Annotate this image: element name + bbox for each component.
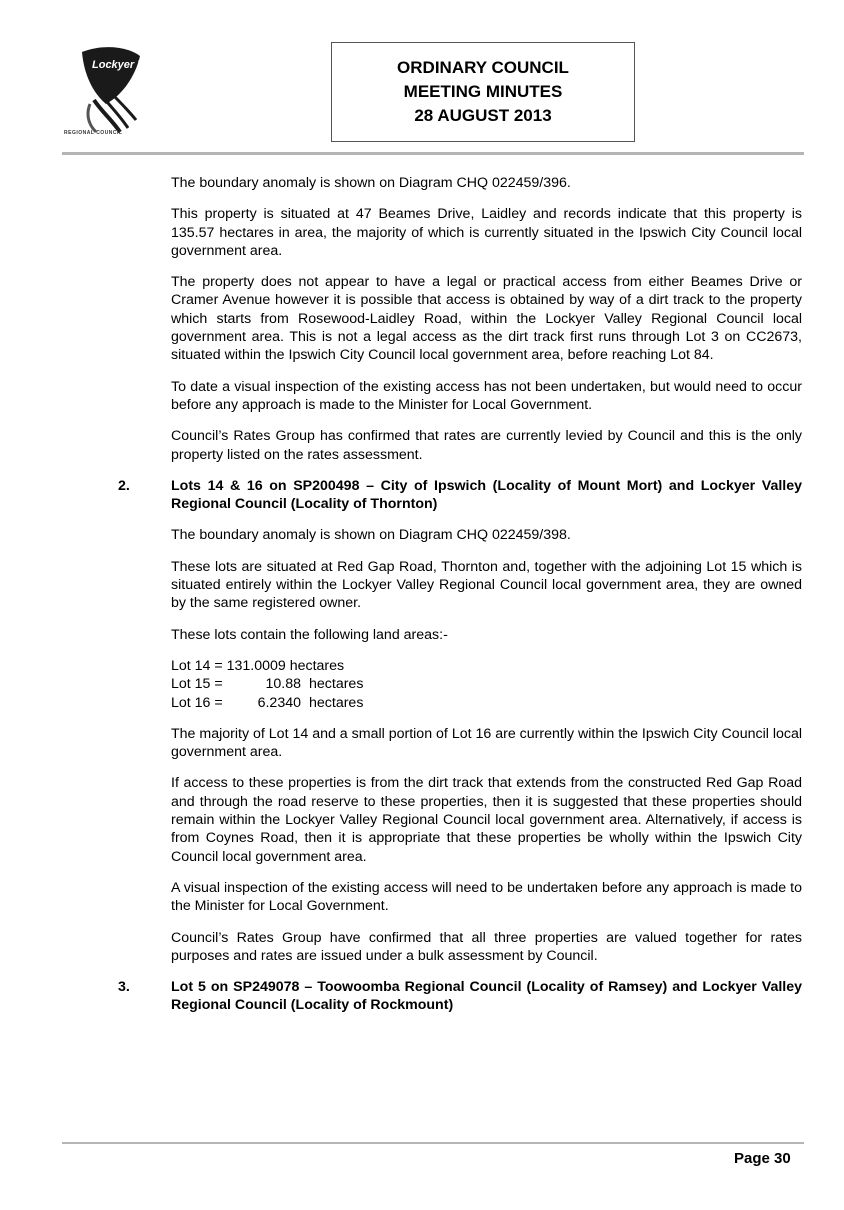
minutes-content <box>118 174 802 1028</box>
section-number: 3. <box>118 979 130 996</box>
lot-15-unit: hectares <box>309 676 364 693</box>
paragraph: To date a visual inspection of the existing access has not been undertaken, but would need to occur before any approach is made to the Minister for Local Government. <box>171 378 802 413</box>
title-line-3: 28 AUGUST 2013 <box>414 106 552 125</box>
paragraph: Council’s Rates Group has confirmed that rates are currently levied by Council and this is the only property listed on the rates assessment. <box>171 428 802 463</box>
council-logo-icon <box>72 44 169 136</box>
header-divider <box>62 152 804 155</box>
lot-area-list <box>171 657 802 712</box>
paragraph: This property is situated at 47 Beames Drive, Laidley and records indicate that this property is 135.57 hectares in area, the majority of which is currently situated in the Ipswich City Council local government area. <box>171 206 802 259</box>
paragraph: A visual inspection of the existing access will need to be undertaken before any approach is made to the Minister for Local Government. <box>171 879 802 915</box>
page-number: Page 30 <box>734 1150 791 1167</box>
section-3-heading <box>118 978 802 1015</box>
section-title: Lot 5 on SP249078 – Toowoomba Regional Council (Locality of Ramsey) and Lockyer Valley Regional Council (Locality of Rockmount) <box>171 979 802 1014</box>
logo-text: Lockyer Valley <box>92 59 169 71</box>
paragraph: The property does not appear to have a legal or practical access from either Beames Drive or Cramer Avenue however it is possible that access is obtained by way of a dirt track to the property which starts from Rosewood-Laidley Road, within the Lockyer Valley Regional Council local government area. This is not a legal access as the dirt track first runs through Lot 3 on CC2673, situated within the Ipswich City Council local government area, before reaching Lot 84. <box>171 274 802 364</box>
paragraph: Council’s Rates Group have confirmed that all three properties are valued together for rates purposes and rates are issued under a bulk assessment by Council. <box>171 929 802 964</box>
paragraph: These lots are situated at Red Gap Road, Thornton and, together with the adjoining Lot 15 which is situated entirely within the Lockyer Valley Regional Council local government area, they are owned by the same registered owner. <box>171 558 802 612</box>
lot-15-value: 10.88 <box>265 676 301 693</box>
paragraph: The boundary anomaly is shown on Diagram CHQ 022459/396. <box>171 175 571 191</box>
lot-16-area <box>171 694 802 712</box>
title-line-2: MEETING MINUTES <box>403 82 563 101</box>
footer-divider <box>62 1142 804 1144</box>
lot-15-area <box>171 675 802 693</box>
lot-16-value: 6.2340 <box>257 694 301 711</box>
logo-caption: REGIONAL COUNCIL <box>64 130 123 136</box>
paragraph: The boundary anomaly is shown on Diagram CHQ 022459/398. <box>171 527 571 544</box>
lot-16-label: Lot 16 = <box>171 694 223 711</box>
lot-16-unit: hectares <box>309 694 364 711</box>
section-number: 2. <box>118 477 130 494</box>
section-2-heading <box>118 477 802 514</box>
lot-15-label: Lot 15 = <box>171 676 223 693</box>
council-logo <box>72 44 169 136</box>
lot-14-text: Lot 14 = 131.0009 hectares <box>171 657 345 674</box>
paragraph: These lots contain the following land areas:- <box>171 626 448 643</box>
section-title: Lots 14 & 16 on SP200498 – City of Ipswich (Locality of Mount Mort) and Lockyer Valley Regional Council (Locality of Thornton) <box>171 477 802 513</box>
title-line-1: ORDINARY COUNCIL <box>397 58 569 77</box>
meeting-title-box <box>331 42 635 142</box>
lot-14-area <box>171 657 802 675</box>
paragraph: If access to these properties is from the dirt track that extends from the constructed Red Gap Road and through the road reserve to these properties, then it is suggested that these properties should remain within the Lockyer Valley Regional Council local government area. Alternatively, if access is from Coynes Road, then it is appropriate that these properties be wholly within the Ipswich City Council local government area. <box>171 775 802 865</box>
paragraph: The majority of Lot 14 and a small portion of Lot 16 are currently within the Ipswich City Council local government area. <box>171 725 802 761</box>
